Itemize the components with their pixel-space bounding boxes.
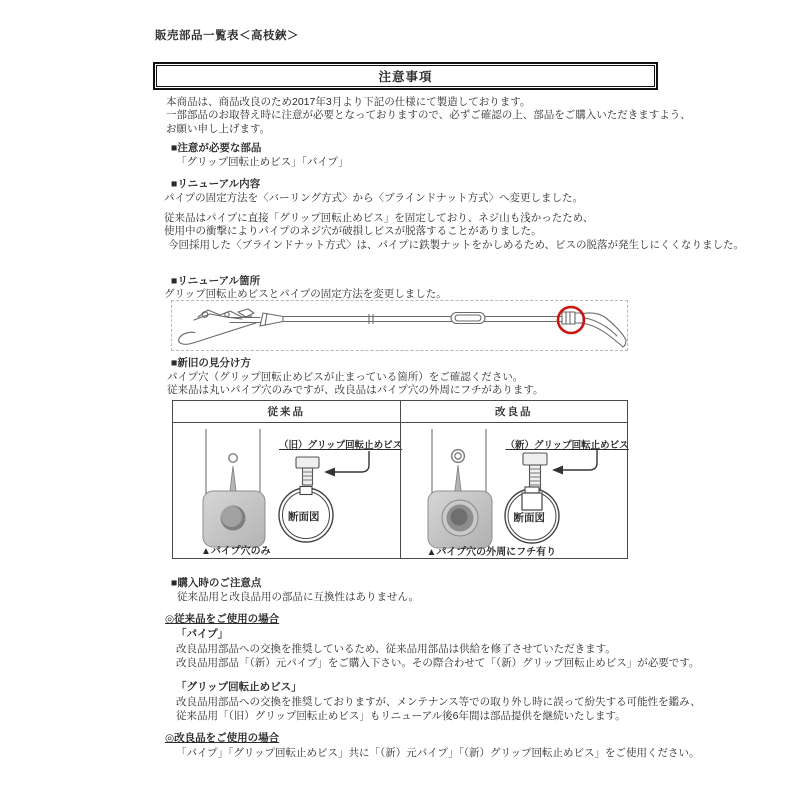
page-title: 販売部品一覧表＜高枝鋏＞ xyxy=(155,30,299,42)
purchase-notes-body: 従来品用と改良品用の部品に互換性はありません。 xyxy=(177,591,420,603)
heading-renewal-location: ■リニューアル箇所 xyxy=(171,275,261,287)
improved-part-label: （新）グリップ回転止めビス xyxy=(505,440,629,451)
identification-line: 従来品は丸いパイプ穴のみですが、改良品はパイプ穴の外周にフチがあります。 xyxy=(167,384,544,397)
heading-identification: ■新旧の見分け方 xyxy=(171,357,251,369)
identification-body xyxy=(167,371,544,398)
tool-diagram-frame xyxy=(171,300,628,351)
comparison-table-header xyxy=(173,401,627,423)
heading-legacy-usage: ◎従来品をご使用の場合 xyxy=(165,613,280,625)
legacy-caption: ▲パイプ穴のみ xyxy=(201,546,271,557)
notice-header-title: 注意事項 xyxy=(378,70,433,84)
heading-renewal-content: ■リニューアル内容 xyxy=(171,178,261,190)
legacy-cross-section-label: 断面図 xyxy=(288,511,320,523)
renewal-paragraph-line: 使用中の衝撃によりパイプのネジ穴が破損しビスが脱落することがありました。 xyxy=(164,225,542,238)
intro-paragraph xyxy=(166,96,691,136)
heading-caution-parts: ■注意が必要な部品 xyxy=(171,142,262,154)
column-header-improved: 改良品 xyxy=(400,401,628,422)
renewal-content-paragraph xyxy=(164,212,744,252)
legacy-pipe-line: 改良品用部品への交換を推奨しているため、従来品用部品は供給を修了させていただきます。 xyxy=(176,643,616,655)
legacy-pipe-line: 改良品用部品「（新）元パイプ」をご購入下さい。その際合わせて「（新）グリップ回転止めビス」が必要です。 xyxy=(176,657,700,669)
heading-purchase-notes: ■購入時のご注意点 xyxy=(171,577,262,589)
comparison-table xyxy=(172,400,628,559)
comparison-cell-improved xyxy=(400,423,628,558)
intro-line: 一部部品のお取替え時に注意が必要となっておりますので、必ずご確認の上、部品をご購入いただきますよう、 xyxy=(166,109,691,122)
legacy-pipe-body xyxy=(176,642,699,670)
improved-cross-section-label: 断面図 xyxy=(513,512,545,524)
renewal-paragraph-line: 今回採用した〈ブラインドナット方式〉は、パイプに鉄製ナットをかしめるため、ビスの脱落が発生しにくくなりました。 xyxy=(168,238,745,251)
notice-header-box xyxy=(153,62,658,90)
improved-caption: ▲パイプ穴の外周にフチ有り xyxy=(426,547,557,558)
legacy-screw-body xyxy=(176,695,701,723)
pruning-shears-diagram xyxy=(172,301,627,350)
legacy-screw-line: 従来品用「（旧）グリップ回転止めビス」もリニューアル後6年間は部品提供を継続いたします。 xyxy=(176,710,626,722)
legacy-part-label: （旧）グリップ回転止めビス xyxy=(279,440,403,451)
intro-line: 本商品は、商品改良のため2017年3月より下記の仕様にて製造しております。 xyxy=(166,96,531,108)
legacy-screw-line: 改良品用部品への交換を推奨しておりますが、メンテナンス等での取り外し時に誤って紛失する可能性を鑑み、 xyxy=(176,696,701,708)
improved-usage-body: 「パイプ」「グリップ回転止めビス」共に「（新）元パイプ」「（新）グリップ回転止めビス」をご使用ください。 xyxy=(176,747,700,759)
renewal-content-lead: パイプの固定方法を〈バーリング方式〉から〈ブラインドナット方式〉へ変更しました。 xyxy=(164,192,583,204)
identification-line: パイプ穴（グリップ回転止めビスが止まっている箇所）をご確認ください。 xyxy=(167,371,524,383)
renewal-paragraph-line: 従来品はパイプに直接「グリップ回転止めビス」を固定しており、ネジ山も浅かったため、 xyxy=(164,212,594,224)
intro-line: お願い申し上げます。 xyxy=(166,122,271,135)
renewal-location-lead: グリップ回転止めビスとパイプの固定方法を変更しました。 xyxy=(164,288,447,300)
column-header-legacy: 従来品 xyxy=(267,406,305,418)
heading-improved-usage: ◎改良品をご使用の場合 xyxy=(165,732,280,744)
legacy-screw-label: 「グリップ回転止めビス」 xyxy=(176,681,302,693)
comparison-cell-legacy xyxy=(173,423,403,558)
legacy-pipe-label: 「パイプ」 xyxy=(176,628,229,640)
caution-parts-body: 「グリップ回転止めビス」「パイプ」 xyxy=(176,156,349,168)
